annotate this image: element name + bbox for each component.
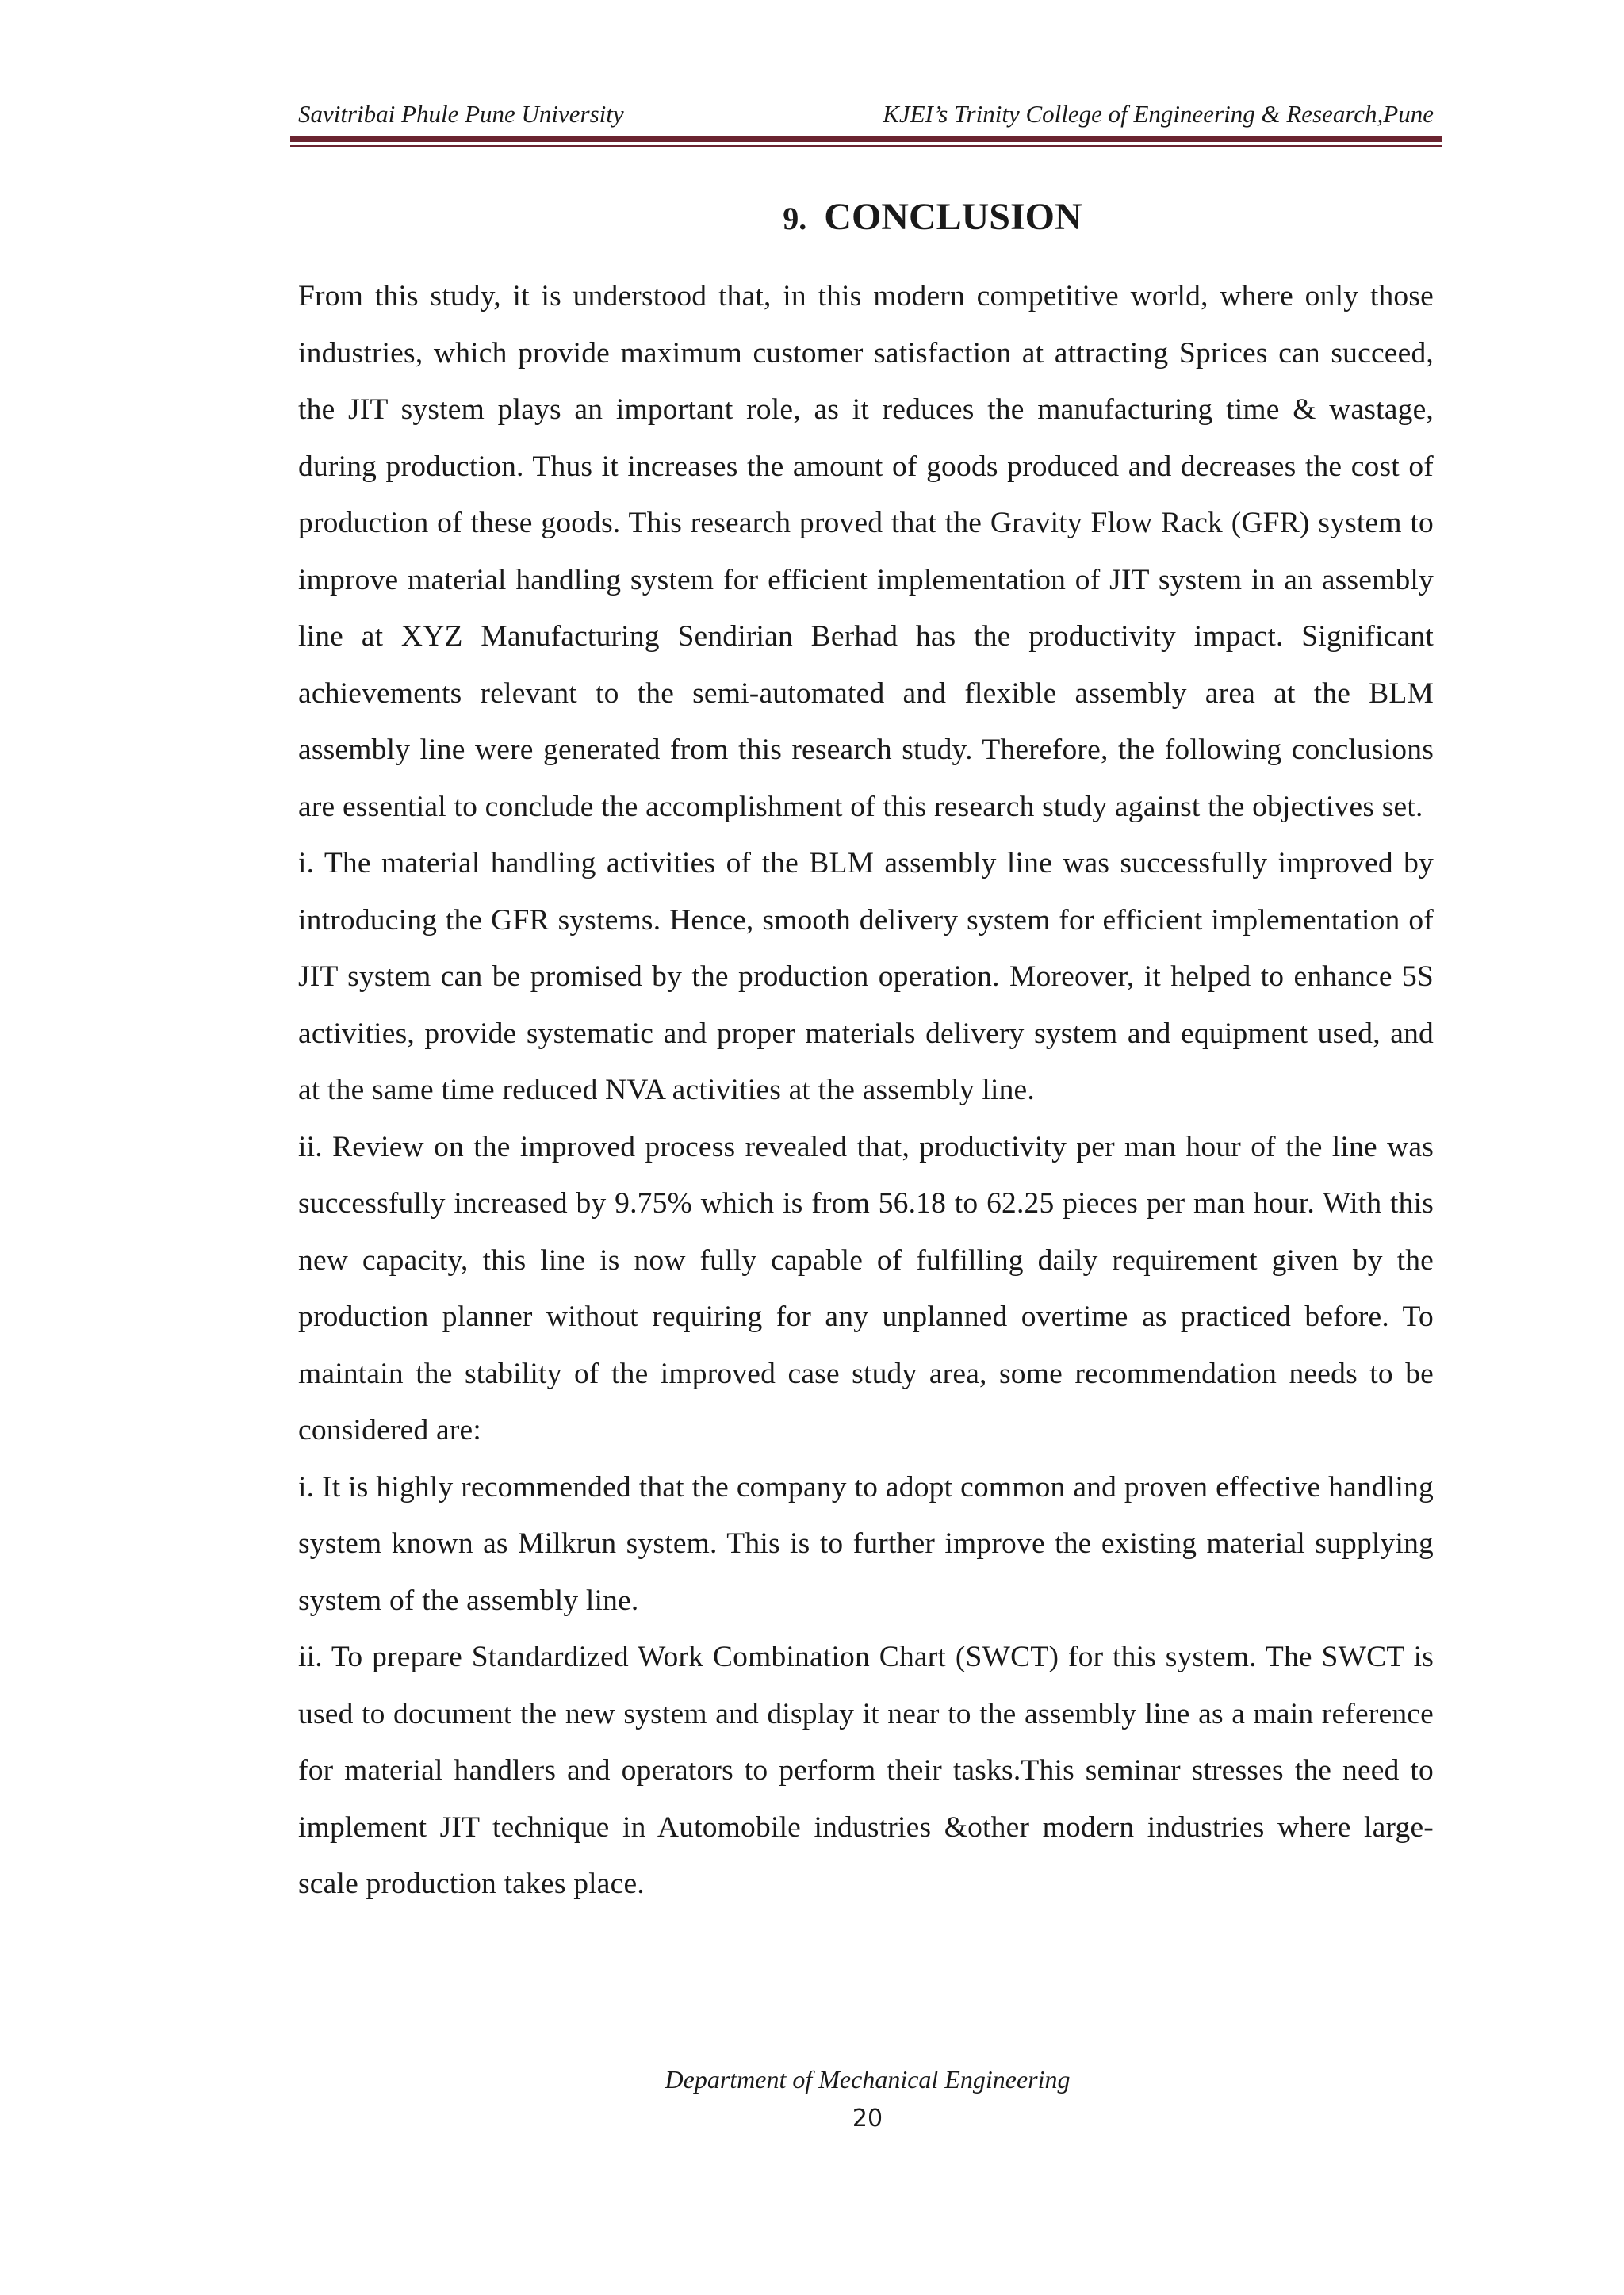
- paragraph-intro: From this study, it is understood that, in this modern competitive world, where only those industries, which provide maximum customer satisfaction at attracting Sprices can succeed, the JIT system plays an important role, as it reduces the manufacturing time & wastage, during production. Thus it increases the amount of goods produced and decreases the cost of production of these goods. This research proved that the Gravity Flow Rack (GFR) system to improve material handling system for efficient implementation of JIT system in an assembly line at XYZ Manufacturing Sendirian Berhad has the productivity impact. Significant achievements relevant to the semi-automated and flexible assembly area at the BLM assembly line were generated from this research study. Therefore, the following conclusions are essential to conclude the accomplishment of this research study against the objectives set.: [298, 280, 1434, 823]
- paragraph-conclusion-i: i. The material handling activities of the BLM assembly line was successfully improved by introducing the GFR systems. Hence, smooth delivery system for efficient implementation of JIT system can be promised by the production operation. Moreover, it helped to enhance 5S activities, provide systematic and proper materials delivery system and equipment used, and at the same time reduced NVA activities at the assembly line.: [298, 847, 1434, 1106]
- header-rule-thin: [290, 145, 1442, 147]
- section-heading: [298, 195, 1440, 239]
- header-rule-thick: [290, 136, 1442, 142]
- paragraph-recommendation-ii: ii. To prepare Standardized Work Combination Chart (SWCT) for this system. The SWCT is used to document the new system and display it near to the assembly line as a main reference for material handlers and operators to perform their tasks.This seminar stresses the need to implement JIT technique in Automobile industries &other modern industries where large-scale production takes place.: [298, 1641, 1434, 1900]
- page-number: 20: [852, 2105, 883, 2132]
- paragraph-conclusion-ii: ii. Review on the improved process revealed that, productivity per man hour of the line was successfully increased by 9.75% which is from 56.18 to 62.25 pieces per man hour. With this new capacity, this line is now fully capable of fulfilling daily requirement given by the production planner without requiring for any unplanned overtime as practiced before. To maintain the stability of the improved case study area, some recommendation needs to be considered are:: [298, 1130, 1434, 1446]
- section-title: CONCLUSION: [824, 196, 1082, 238]
- page-footer-department: Department of Mechanical Engineering: [665, 2065, 1071, 2094]
- header-university: Savitribai Phule Pune University: [298, 100, 624, 128]
- body-text: [298, 268, 1434, 1913]
- paragraph-recommendation-i: i. It is highly recommended that the company to adopt common and proven effective handling system known as Milkrun system. This is to further improve the existing material supplying system of the assembly line.: [298, 1470, 1434, 1617]
- section-number: 9.: [783, 201, 807, 236]
- page-header: [298, 94, 1448, 133]
- header-college: KJEI’s Trinity College of Engineering & Research,Pune: [883, 100, 1434, 128]
